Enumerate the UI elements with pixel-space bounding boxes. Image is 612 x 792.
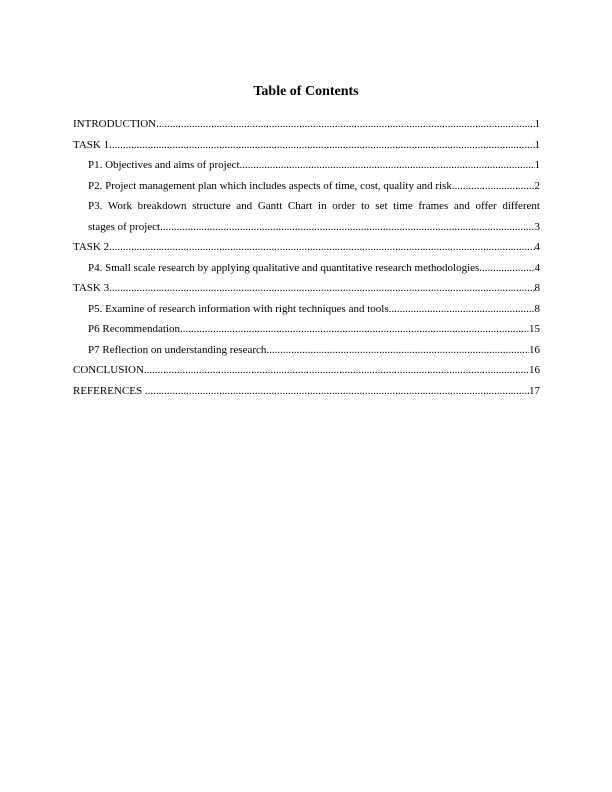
- toc-entry-label: P1. Objectives and aims of project: [88, 159, 240, 171]
- toc-entry-page: 8: [534, 302, 540, 315]
- toc-entry-label: CONCLUSION: [73, 364, 144, 376]
- toc-entry-label: INTRODUCTION: [73, 118, 157, 130]
- toc-entry-page: 4: [534, 261, 540, 274]
- toc-entry-p6[interactable]: [73, 319, 540, 340]
- toc-entry-p4[interactable]: [73, 258, 540, 279]
- toc-entry-p3[interactable]: [73, 196, 540, 237]
- dot-leader: [180, 319, 529, 340]
- toc-entry-page: 16: [529, 343, 540, 356]
- toc-entry-task-1[interactable]: [73, 135, 540, 156]
- toc-entry-page: 1: [534, 138, 540, 151]
- toc-entry-task-3[interactable]: [73, 278, 540, 299]
- dot-leader: [144, 360, 529, 381]
- dot-leader: [156, 114, 534, 135]
- toc-entry-label: P4. Small scale research by applying qualitative and quantitative research methodologies: [88, 261, 480, 274]
- toc-entry-label: P6 Recommendation: [88, 323, 180, 335]
- dot-leader: [109, 135, 534, 156]
- dot-leader: [145, 381, 529, 402]
- dot-leader: [452, 176, 535, 197]
- dot-leader: [240, 155, 535, 176]
- dot-leader: [266, 340, 529, 361]
- dot-leader: [109, 278, 534, 299]
- toc-entry-label: TASK 1: [73, 138, 110, 151]
- dot-leader: [160, 217, 534, 238]
- toc-entry-conclusion[interactable]: [73, 360, 540, 381]
- toc-entry-label: TASK 2: [73, 241, 110, 253]
- toc-entry-label: P5. Examine of research information with right techniques and tools: [88, 302, 389, 315]
- toc-entry-page: 16: [529, 364, 540, 376]
- dot-leader: [109, 237, 534, 258]
- toc-entry-p2[interactable]: [73, 176, 540, 197]
- toc-entry-page: 17: [529, 384, 540, 397]
- toc-entry-page: 3: [534, 220, 540, 233]
- toc-entry-page: 1: [534, 159, 540, 171]
- toc-entry-task-2[interactable]: [73, 237, 540, 258]
- toc-entry-label-line-1: P3. Work breakdown structure and Gantt Chart in order to set time frames and offer different: [88, 200, 540, 212]
- toc-entry-page: 4: [534, 241, 540, 253]
- toc-entry-label: P2. Project management plan which includes aspects of time, cost, quality and risk: [88, 179, 452, 192]
- toc-entry-label: REFERENCES: [73, 384, 145, 397]
- table-of-contents: [73, 114, 540, 401]
- toc-entry-label: TASK 3: [73, 282, 110, 294]
- toc-entry-page: 15: [529, 323, 540, 335]
- toc-entry-label-line-2: stages of project: [88, 220, 161, 233]
- toc-entry-page: 8: [534, 282, 540, 294]
- toc-entry-introduction[interactable]: [73, 114, 540, 135]
- toc-entry-label: P7 Reflection on understanding research: [88, 343, 267, 356]
- toc-title: Table of Contents: [253, 84, 359, 99]
- toc-entry-p1[interactable]: [73, 155, 540, 176]
- toc-entry-references[interactable]: [73, 381, 540, 402]
- dot-leader: [389, 299, 535, 320]
- dot-leader: [479, 258, 534, 279]
- toc-entry-page: 1: [534, 118, 540, 130]
- toc-entry-page: 2: [534, 179, 540, 192]
- toc-entry-p7[interactable]: [73, 340, 540, 361]
- toc-entry-p5[interactable]: [73, 299, 540, 320]
